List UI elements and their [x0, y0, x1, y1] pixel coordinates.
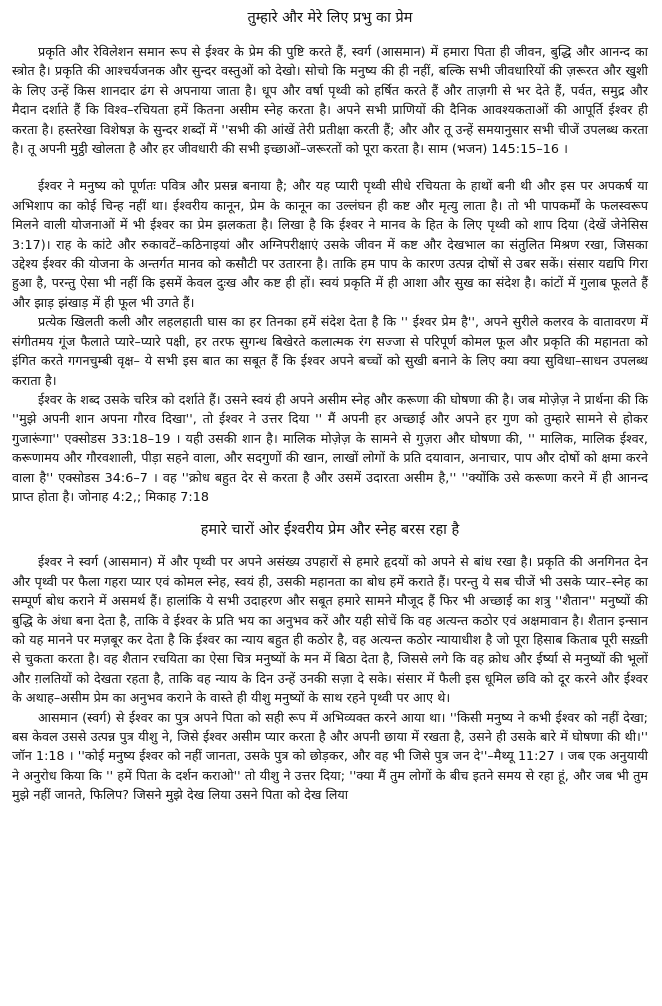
paragraph: आसमान (स्वर्ग) से ईश्वर का पुत्र अपने पिता को सही रूप में अभिव्यक्त करने आया था। ''किसी मनुष्य ने कभी ईश्वर को नहीं देखा; बस केवल उससे उत्पन्न पुत्र यीशु ने, जिसे ईश्वर असीम प्यार करता है और अपनी छाया में रखता है, उसने ही उसके बारे में घोषणा की थी।'' जॉन 1:18 । ''कोई मनुष्य ईश्वर को नहीं जानता, उसके पुत्र को छोड़कर, और वह भी जिसे पुत्र जन दे''–मैथ्यू 11:27 । जब एक अनुयायी ने अनुरोध किया कि '' हमें पिता के दर्शन कराओ'' तो यीशु ने उत्तर दिया; ''क्या मैं तुम लोगों के बीच इतने समय से रहा हूं, और जब भी तुम मुझे नहीं जानते, फिलिप? जिसने मुझे देख लिया उसने पिता को देख लिया	[12, 709, 648, 803]
section-title: हमारे चारों ओर ईश्वरीय प्रेम और स्नेह बरस रहा है	[200, 522, 460, 539]
paragraph: प्रकृति और रेविलेशन समान रूप से ईश्वर के प्रेम की पुष्टि करते हैं, स्वर्ग (आसमान) में हमारा पिता ही जीवन, बुद्धि और आनन्द का स्त्रोत है। प्रकृति की आश्चर्यजनक और सुन्दर वस्तुओं को देखो। सोचो कि मनुष्य की ही नहीं, बल्कि सभी जीवधारियों की ज़रूरत और खुशी के लिए उन्हें किस शानदार ढंग से अपनाया जाता है। धूप और वर्षा पृथ्वी को हर्षित करते हैं और ताज़गी से भर देते हैं, पर्वत, समुद्र और मैदान दर्शाते हैं कि विश्व–रचियता हमें कितना असीम स्नेह करता है। अपने सभी प्राणियों की दैनिक आवश्यकताओं की आपूर्ति ईश्वर ही करता है। हस्तरेखा विशेषज्ञ के सुन्दर शब्दों में ''सभी की आंखें तेरी प्रतीक्षा करती हैं; और और तू उन्हें समयानुसार सभी चीजें उपलब्ध करता है। तू अपनी मुट्ठी खोलता है और हर जीवधारी की सभी इच्छाओं–जरूरतों को पूरा करता है। साम (भजन) 145:15–16 ।	[12, 44, 648, 157]
section-title: तुम्हारे और मेरे लिए प्रभु का प्रेम	[247, 10, 413, 26]
paragraph: प्रत्येक खिलती कली और लहलहाती घास का हर तिनका हमें संदेश देता है कि '' ईश्वर प्रेम है'', अपने सुरीले कलरव के वातावरण में संगीतमय गूंज फैलाते प्यारे–प्यारे पक्षी, हर तरफ सुगन्ध बिखेरते कलात्मक रंग सज्जा से परिपूर्ण कोमल फूल और प्रकृति की महानता को इंगित करते गगनचुम्बी वृक्ष– ये सभी इस बात का सबूत हैं कि ईश्वर अपने बच्चों को सुखी बनाने के लिए क्या क्या सुविधा–साधन उपलब्ध कराता है।	[12, 314, 648, 388]
paragraph: ईश्वर के शब्द उसके चरित्र को दर्शाते हैं। उसने स्वयं ही अपने असीम स्नेह और करूणा की घोषणा की है। जब मोज़ेज़ ने प्रार्थना की कि ''मुझे अपनी शान अपना गौरव दिखा'', तो ईश्वर ने उत्तर दिया '' मैं अपनी हर अच्छाई और अपने हर गुण को तुम्हारे सामने से होकर गुजारूंगा'' एक्सोडस 33:18–19 । यही उसकी शान है। मालिक मोज़ेज़ के सामने से गुज़रा और घोषणा की, '' मालिक, मालिक ईश्वर, करूणामय और गौरवशाली, पीड़ा सहने वाला, और सदगुणों की खान, लाखों लोगों के प्रति दयावान, अनाचार, पाप और दोषों को क्षमा करने वाला है'' एक्सोडस 34:6–7 । वह ''क्रोध बहुत देर से करता है और उसमें उदारता असीम है,'' ''क्योंकि उसे करूणा करने में ही आनन्द प्राप्त होता है। जोनाह 4:2,; मिकाह 7:18	[12, 391, 648, 504]
paragraph: ईश्वर ने स्वर्ग (आसमान) में और पृथ्वी पर अपने असंख्य उपहारों से हमारे हृदयों को अपने से बांध रखा है। प्रकृति की अनगिनत देन और पृथ्वी पर फैला गहरा प्यार एवं कोमल स्नेह, स्वयं ही, उसकी महानता का बोध हमें कराते हैं। परन्तु ये सब चीजें भी उसके प्यार–स्नेह का सम्पूर्ण बोध कराने में असमर्थ हैं। हालांकि ये सभी उदाहरण और सबूत हमारे सामने मौजूद हैं फिर भी अच्छाई का शत्रु ''शैतान'' मनुष्यों की बुद्धि के अंधा बना देता है, ताकि वे ईश्वर के प्रति भय का अनुभव करें और यही सोचें कि वह अत्यन्त कठोर एवं अक्षमावान है। शैतान इन्सान को यह मानने पर मज़बूर कर देता है कि ईश्वर का न्याय बहुत ही कठोर है, वह अत्यन्त कठोर न्यायाधीश है जो पूरा हिसाब किताब पूरी सख़्ती से चुकता करता है। वह शैतान रचयिता का ऐसा चित्र मनुष्यों के मन में बिठा देता है, जिससे लगे कि वह क्रोध और ईर्ष्या से मनुष्यों की भूलों और ग़लतियों को देखता रहता है, ताकि वह न्याय के दिन उन्हें उनकी सज़ा दे सके। संसार में फैली इस धूमिल छवि को दूर करने और ईश्वर के अथाह–असीम प्रेम का अनुभव कराने के वास्ते ही यीशु मनुष्यों के साथ रहने पृथ्वी पर आए थे।	[12, 554, 648, 706]
paragraph: ईश्वर ने मनुष्य को पूर्णतः पवित्र और प्रसन्न बनाया है; और यह प्यारी पृथ्वी सीधे रचियता के हाथों बनी थी और इस पर अपकर्ष या अभिशाप का कोई चिन्ह नहीं था। ईश्वरीय कानून, प्रेम के कानून का उल्लंघन ही कष्ट और मृत्यु लाता है। तो भी पापकर्मों के फलस्वरूप मिलने वाली योजनाओं में भी ईश्वर का प्रेम झलकता है। लिखा है कि ईश्वर ने मानव के हित के लिए पृथ्वी को शाप दिया (देखें जेनेसिस 3:17)। राह के कांटे और रुकावटें–कठिनाइयां और अग्निपरीक्षाएं उसके जीवन में कष्ट और देखभाल का संतुलित मिश्रण रखा, जिसका उद्देश्य ईश्वर की योजना के अन्तर्गत मानव को कसौटी पर उतारना है। ताकि हम पाप के कारण उत्पन्न दोषों से उबर सकें। संसार यद्यपि गिरा हुआ है, परन्तु ऐसा भी नहीं कि इसमें केवल दुःख और कष्ट ही हों। स्वयं प्रकृति में ही आशा और सुख का संदेश है। कांटों में गुलाब फूलते हैं और झाड़ झंखाड़ में ही फूल भी उगते हैं।	[12, 178, 648, 310]
